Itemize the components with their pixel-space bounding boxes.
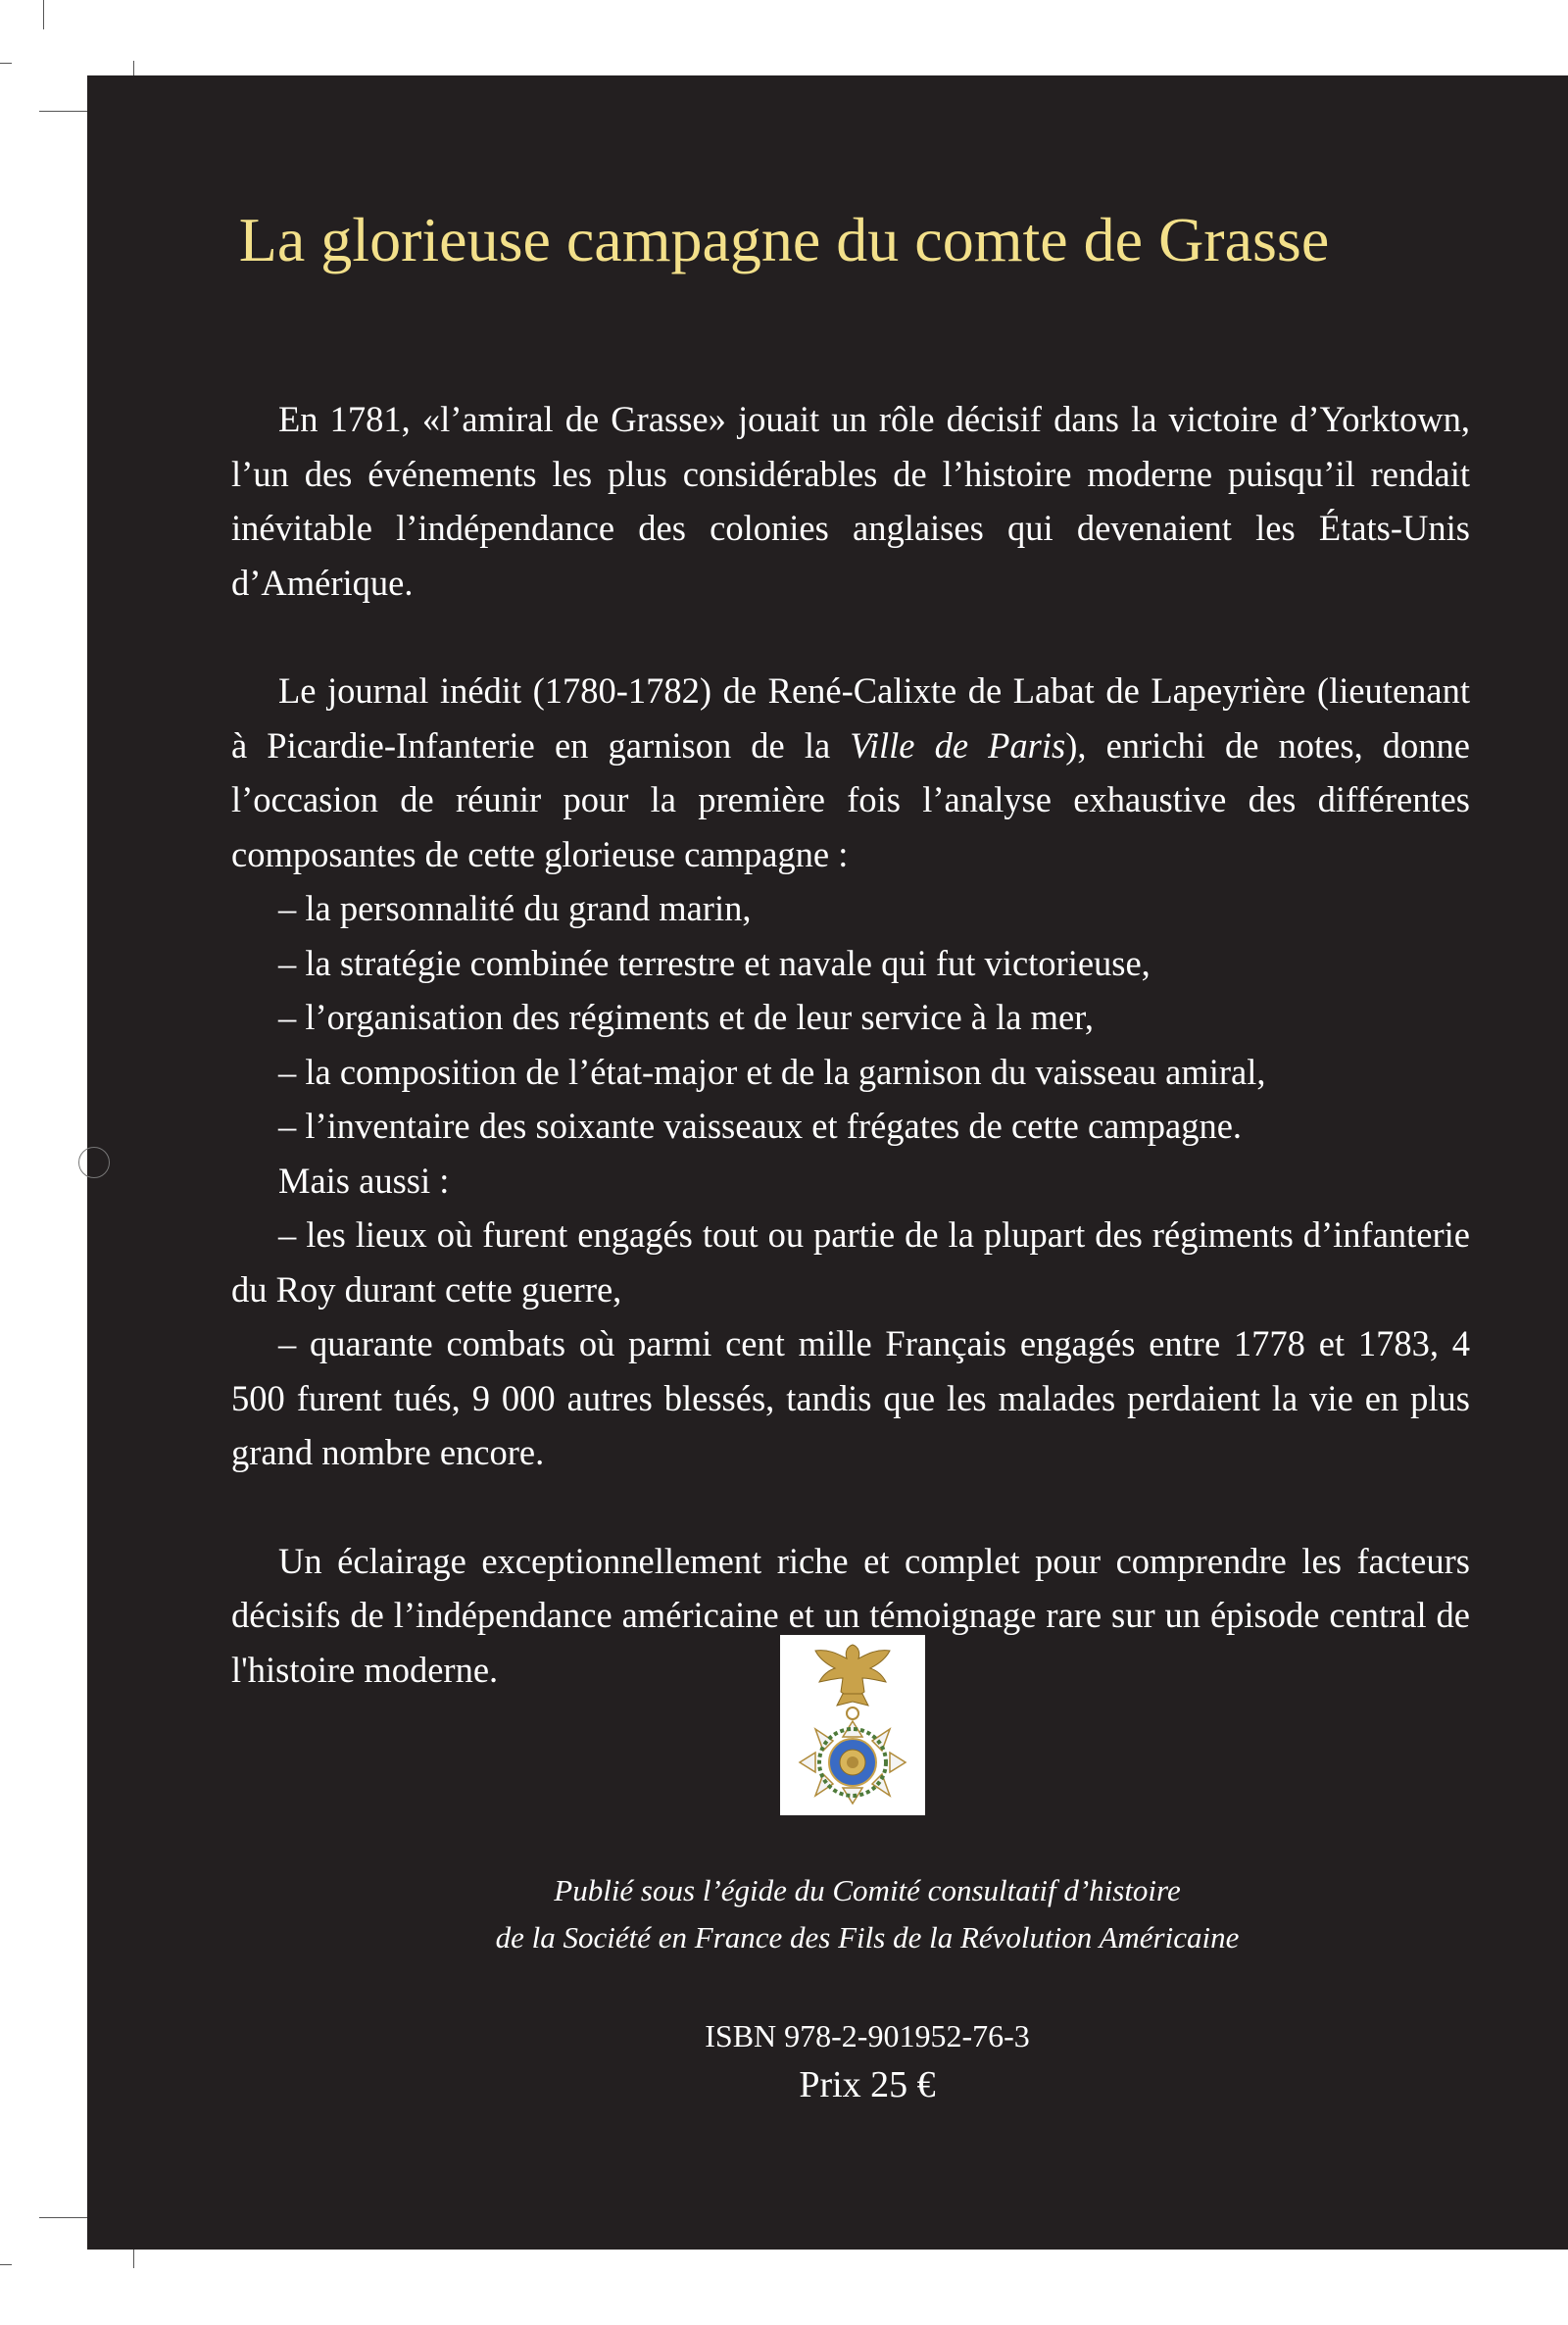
book-title: La glorieuse campagne du comte de Grasse (238, 205, 1330, 274)
crop-mark (0, 63, 12, 64)
intro-paragraph: En 1781, «l’amiral de Grasse» jouait un rôle décisif dans la victoire d’Yorktown, l’un des événements les plus considérables de l’histoire moderne puisqu’il rendait inévitable l’indépendance des colonies anglaises qui devenaient les États-Unis d’Amérique. (231, 399, 1470, 603)
crop-mark (39, 111, 90, 112)
mais-aussi-label: Mais aussi : (278, 1160, 450, 1201)
list-item: – l’inventaire des soixante vaisseaux et frégates de cette campagne. (278, 1106, 1243, 1146)
journal-paragraph (231, 664, 1470, 881)
crop-mark (0, 2264, 12, 2265)
credit-line-1: Publié sous l’égide du Comité consultatif d’histoire (554, 1873, 1181, 1907)
list-item: – l’organisation des régiments et de leur service à la mer, (278, 997, 1094, 1037)
crop-mark (43, 0, 44, 29)
journal-text-end: ), enrichi de notes, donne l’occasion de réunir pour la première fois l’analyse exhaustive des différentes composantes de cette glorieuse campagne : (231, 724, 1470, 874)
ship-name: Ville de Paris (850, 724, 1066, 766)
list-item: – la stratégie combinée terrestre et navale qui fut victorieuse, (278, 942, 1151, 983)
order-medal-icon (780, 1635, 925, 1815)
registration-mark (78, 1147, 110, 1178)
publisher-credit (0, 1867, 1568, 1961)
list-item: – quarante combats où parmi cent mille Français engagés entre 1778 et 1783, 4 500 furent tués, 9 000 autres blessés, tandis que les malades perdaient la vie en plus grand nombre encore. (231, 1323, 1470, 1472)
journal-text-start: Le journal inédit (1780-1782) de René-Calixte de Labat de Lapeyrière (lieutenant à Picardie-Infanterie en garnison de la (231, 670, 1470, 766)
list-item: – la composition de l’état-major et de la garnison du vaisseau amiral, (278, 1051, 1266, 1092)
blurb (231, 392, 1470, 1697)
crop-mark (39, 2217, 90, 2218)
isbn: ISBN 978-2-901952-76-3 (705, 2018, 1030, 2053)
price: Prix 25 € (799, 2064, 936, 2105)
closing-paragraph: Un éclairage exceptionnellement riche et complet pour comprendre les facteurs décisifs de l’indépendance américaine et un témoignage rare sur un épisode central de l'histoire moderne. (231, 1540, 1470, 1690)
list-item: – les lieux où furent engagés tout ou partie de la plupart des régiments d’infanterie du Roy durant cette guerre, (231, 1214, 1470, 1310)
credit-line-2: de la Société en France des Fils de la Révolution Américaine (495, 1920, 1240, 1954)
list-item: – la personnalité du grand marin, (278, 888, 752, 928)
